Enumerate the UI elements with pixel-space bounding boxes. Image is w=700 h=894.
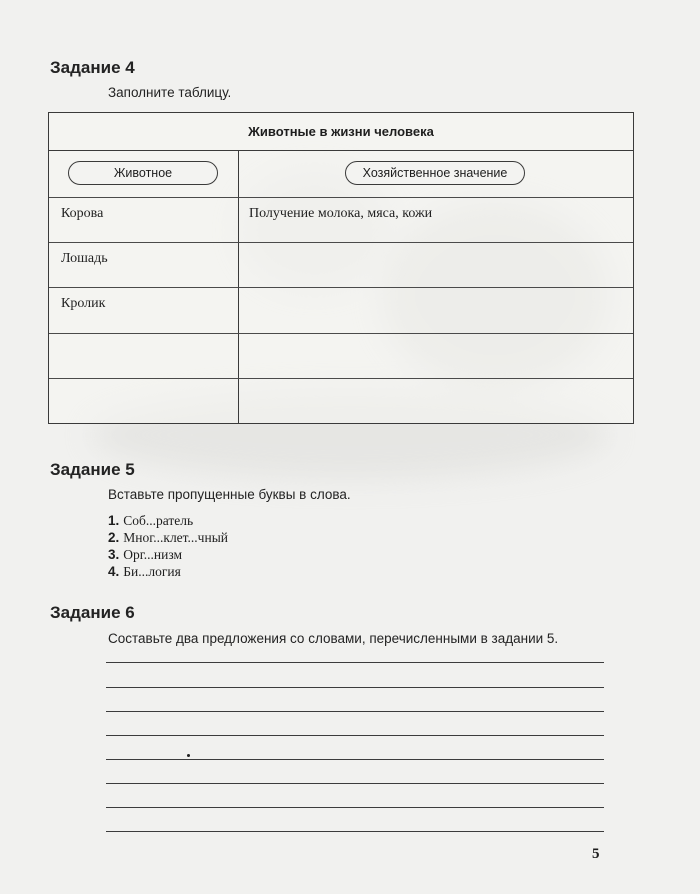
item-word: Би...логия — [123, 564, 181, 579]
task4-heading: Задание 4 — [50, 58, 135, 77]
table-row-divider — [49, 378, 633, 379]
header-economic-value: Хозяйственное значение — [345, 161, 525, 185]
table-row-divider — [49, 333, 633, 334]
task5-instruction: Вставьте пропущенные буквы в слова. — [108, 487, 351, 502]
task4-instruction: Заполните таблицу. — [108, 85, 232, 100]
item-number: 3. — [108, 547, 120, 562]
writing-line[interactable] — [106, 783, 604, 784]
table-row-divider — [49, 287, 633, 288]
item-number: 2. — [108, 530, 120, 545]
writing-line[interactable] — [106, 759, 604, 760]
table-cell-animal: Корова — [61, 206, 104, 221]
animals-table — [48, 112, 634, 424]
list-item — [108, 546, 228, 563]
missing-letters-list — [108, 512, 228, 580]
ink-dot — [187, 754, 190, 757]
table-title: Животные в жизни человека — [49, 113, 633, 151]
writing-line[interactable] — [106, 711, 604, 712]
writing-line[interactable] — [106, 807, 604, 808]
table-row-divider — [49, 242, 633, 243]
list-item — [108, 529, 228, 546]
task6-heading: Задание 6 — [50, 603, 135, 622]
item-number: 1. — [108, 513, 120, 528]
table-row-divider — [49, 197, 633, 198]
item-word: Орг...низм — [123, 547, 183, 562]
list-item — [108, 512, 228, 529]
page-number: 5 — [592, 846, 600, 862]
item-word: Соб...ратель — [123, 513, 194, 528]
task5-heading: Задание 5 — [50, 460, 135, 479]
writing-line[interactable] — [106, 687, 604, 688]
item-number: 4. — [108, 564, 120, 579]
table-cell-animal: Лошадь — [61, 251, 108, 266]
writing-line[interactable] — [106, 735, 604, 736]
writing-line[interactable] — [106, 831, 604, 832]
writing-line[interactable] — [106, 662, 604, 663]
header-animal: Животное — [68, 161, 218, 185]
item-word: Мног...клет...чный — [123, 530, 228, 545]
table-cell-value: Получение молока, мяса, кожи — [249, 206, 433, 221]
task6-instruction: Составьте два предложения со словами, перечисленными в задании 5. — [108, 631, 559, 646]
list-item — [108, 563, 228, 580]
table-cell-animal: Кролик — [61, 296, 106, 311]
